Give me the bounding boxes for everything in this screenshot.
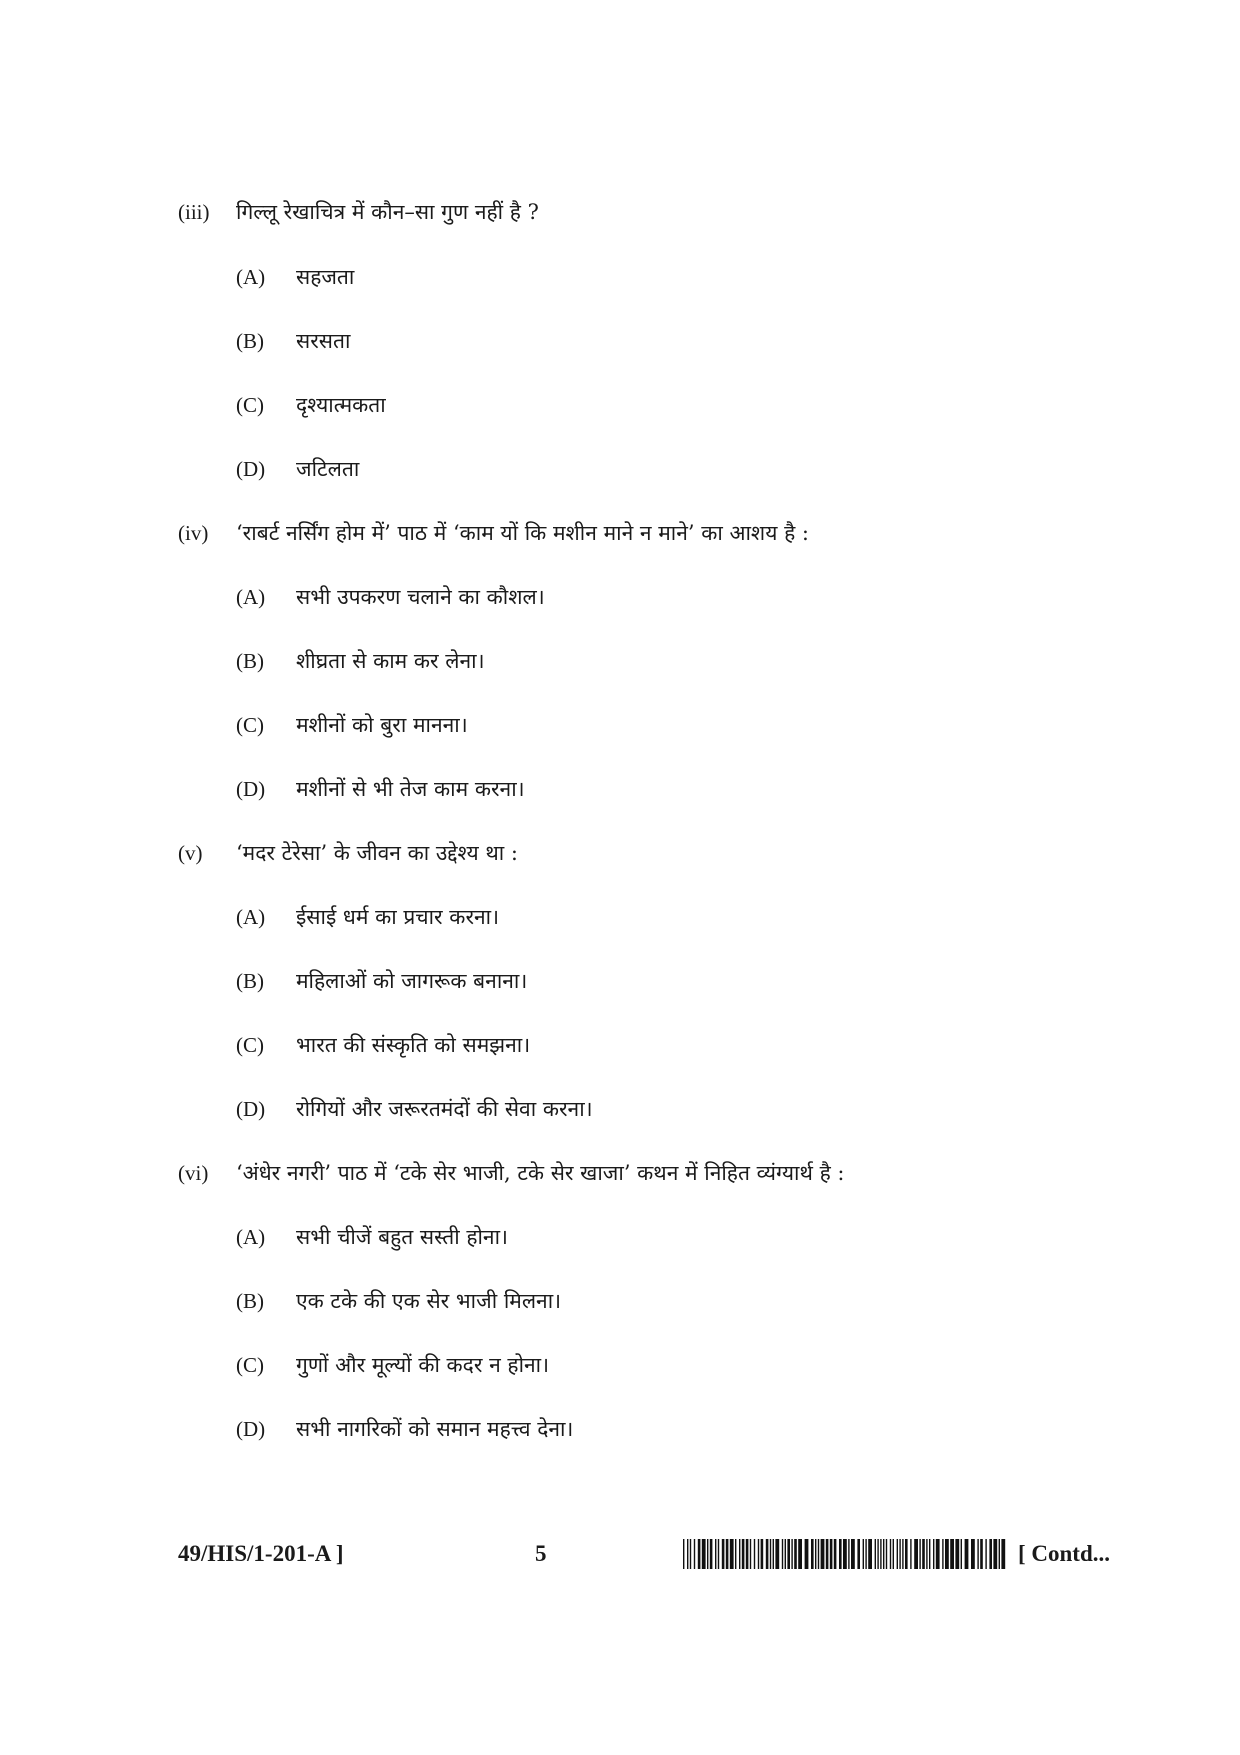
option-vi-b	[0, 1286, 1240, 1316]
option-iii-d	[0, 454, 1240, 484]
question-text: गिल्लू रेखाचित्र में कौन–सा गुण नहीं है ?	[236, 200, 539, 224]
option-letter: (A)	[236, 905, 266, 929]
question-number: (iv)	[178, 521, 209, 545]
option-text: भारत की संस्कृति को समझना।	[296, 1033, 531, 1057]
option-letter: (A)	[236, 265, 266, 289]
option-vi-d	[0, 1414, 1240, 1444]
barcode-icon	[683, 1539, 1008, 1569]
option-v-c	[0, 1030, 1240, 1060]
option-letter: (D)	[236, 1097, 266, 1121]
option-text: सभी उपकरण चलाने का कौशल।	[296, 585, 545, 609]
option-letter: (B)	[236, 649, 264, 673]
option-text: ईसाई धर्म का प्रचार करना।	[296, 905, 500, 929]
option-letter: (A)	[236, 1225, 266, 1249]
option-text: शीघ्रता से काम कर लेना।	[296, 649, 485, 673]
option-iv-b	[0, 646, 1240, 676]
option-iii-b	[0, 326, 1240, 356]
paper-code: 49/HIS/1-201-A ]	[178, 1541, 344, 1566]
option-text: महिलाओं को जागरूक बनाना।	[296, 969, 528, 993]
option-text: गुणों और मूल्यों की कदर न होना।	[296, 1353, 550, 1377]
page-number: 5	[535, 1541, 547, 1566]
question-number: (vi)	[178, 1161, 209, 1185]
option-iii-c	[0, 390, 1240, 420]
question-text: ‘मदर टेरेसा’ के जीवन का उद्देश्य था :	[236, 841, 518, 865]
option-text: सभी नागरिकों को समान महत्त्व देना।	[296, 1417, 574, 1441]
option-letter: (C)	[236, 1353, 264, 1377]
option-vi-c	[0, 1350, 1240, 1380]
option-letter: (B)	[236, 969, 264, 993]
option-letter: (A)	[236, 585, 266, 609]
question-number: (iii)	[178, 200, 210, 224]
question-text: ‘अंधेर नगरी’ पाठ में ‘टके सेर भाजी, टके सेर खाजा’ कथन में निहित व्यंग्यार्थ है :	[236, 1161, 845, 1185]
option-letter: (D)	[236, 457, 266, 481]
option-letter: (D)	[236, 1417, 266, 1441]
option-iv-d	[0, 774, 1240, 804]
option-text: मशीनों से भी तेज काम करना।	[296, 777, 525, 801]
question-text: ‘राबर्ट नर्सिंग होम में’ पाठ में ‘काम यों कि मशीन माने न माने’ का आशय है :	[236, 521, 809, 545]
option-v-d	[0, 1094, 1240, 1124]
option-text: दृश्यात्मकता	[296, 393, 386, 417]
contd-label: [ Contd...	[1018, 1541, 1111, 1566]
option-iv-a	[0, 582, 1240, 612]
option-letter: (C)	[236, 1033, 264, 1057]
option-iii-a	[0, 262, 1240, 292]
option-text: मशीनों को बुरा मानना।	[296, 713, 468, 737]
option-vi-a	[0, 1222, 1240, 1252]
option-iv-c	[0, 710, 1240, 740]
option-v-b	[0, 966, 1240, 996]
option-letter: (C)	[236, 393, 264, 417]
question-number: (v)	[178, 841, 203, 865]
option-text: सरसता	[296, 329, 351, 353]
option-text: जटिलता	[296, 457, 360, 481]
option-v-a	[0, 902, 1240, 932]
option-letter: (C)	[236, 713, 264, 737]
option-letter: (D)	[236, 777, 266, 801]
option-text: सभी चीजें बहुत सस्ती होना।	[296, 1225, 508, 1249]
option-text: रोगियों और जरूरतमंदों की सेवा करना।	[296, 1097, 593, 1121]
option-letter: (B)	[236, 329, 264, 353]
option-text: सहजता	[296, 265, 355, 289]
option-letter: (B)	[236, 1289, 264, 1313]
option-text: एक टके की एक सेर भाजी मिलना।	[296, 1289, 562, 1313]
